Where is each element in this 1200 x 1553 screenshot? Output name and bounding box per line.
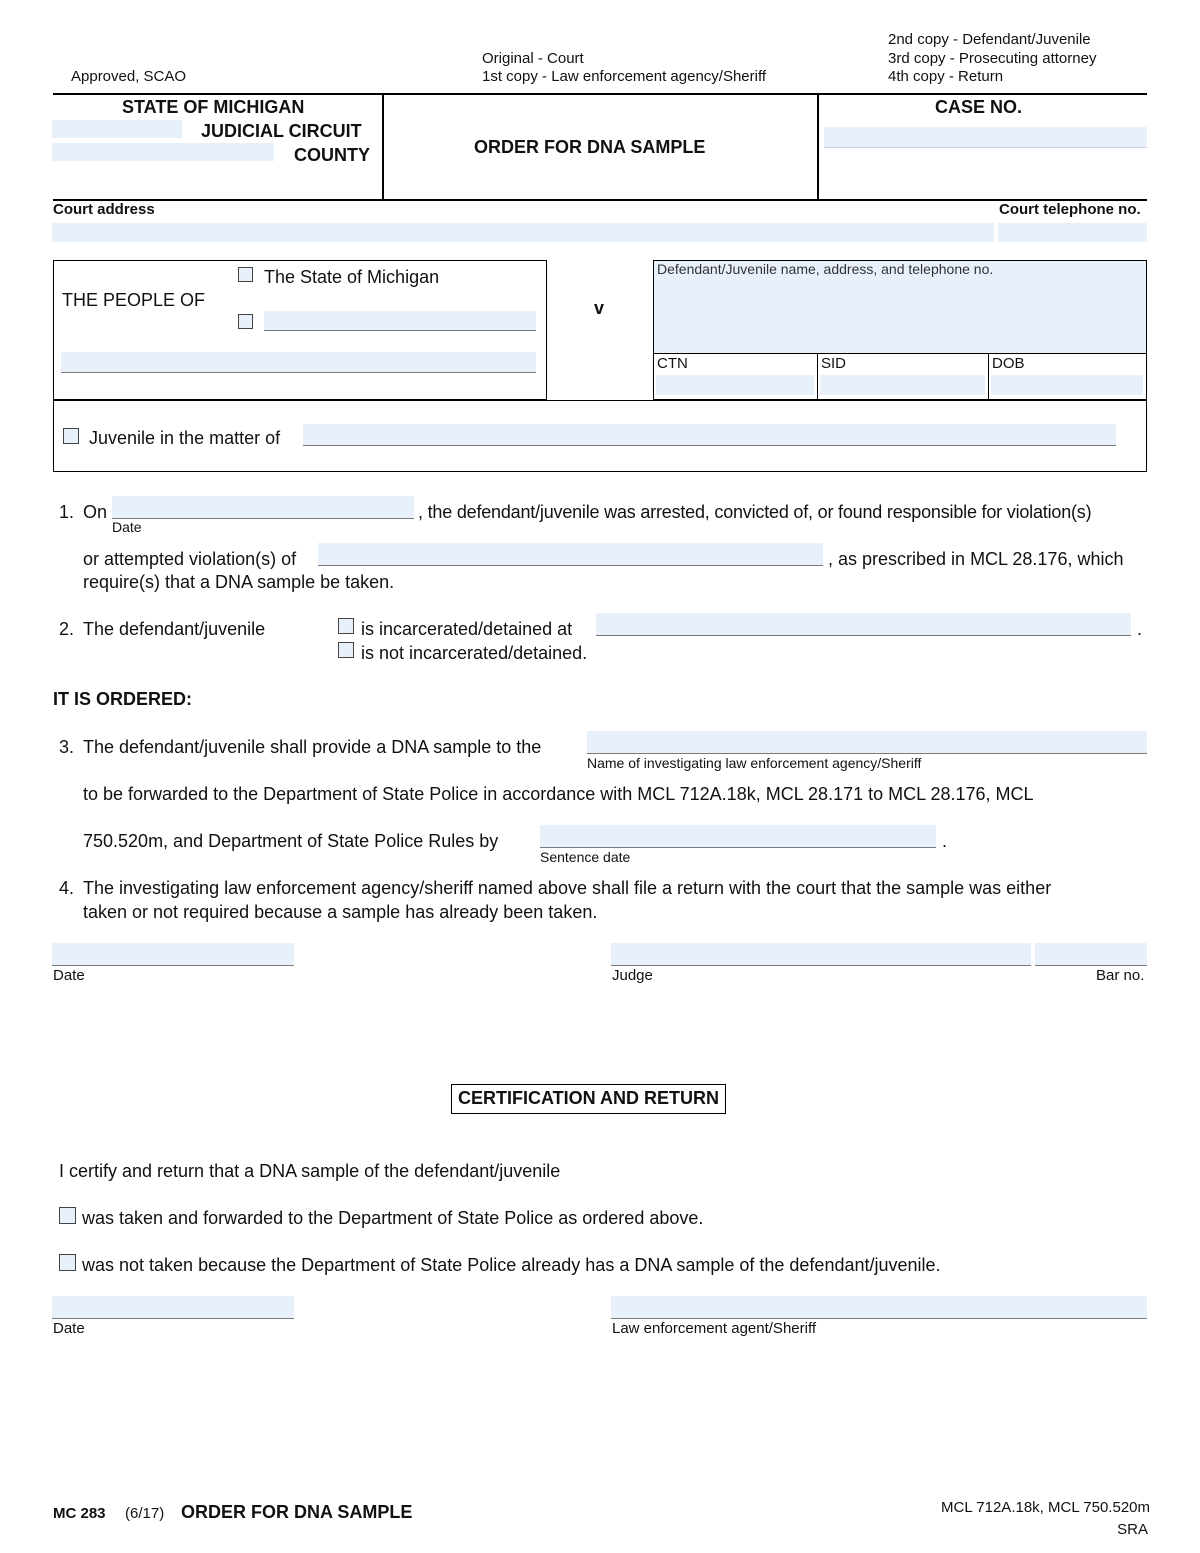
juvenile-name-field[interactable]: [303, 424, 1116, 446]
item-3-text-b: to be forwarded to the Department of State Police in accordance with MCL 712A.18k, MCL 28.171 to MCL 28.176, MCL: [83, 784, 1034, 804]
people-of-label: THE PEOPLE OF: [62, 290, 206, 310]
copy-original-label: Original - Court: [482, 50, 584, 67]
item-3-text-c: 750.520m, and Department of State Police Rules by: [83, 831, 499, 851]
dob-field[interactable]: [991, 375, 1143, 395]
court-box-top-rule: [53, 93, 1147, 95]
court-box-divider-left: [382, 94, 384, 200]
case-no-field[interactable]: [824, 127, 1147, 148]
footer-code: SRA: [1117, 1521, 1148, 1538]
copy-fourth-label: 4th copy - Return: [888, 68, 1004, 85]
court-box-divider-right: [817, 94, 819, 200]
judicial-circuit-field[interactable]: [52, 120, 182, 138]
certification-title: CERTIFICATION AND RETURN: [451, 1084, 726, 1114]
state-of-michigan-checkbox[interactable]: [238, 267, 253, 282]
agent-label: Law enforcement agent/Sheriff: [612, 1320, 817, 1337]
defendant-info-label: Defendant/Juvenile name, address, and telephone no.: [657, 261, 994, 277]
juvenile-box-top-rule: [53, 400, 1147, 401]
order-date-label: Date: [53, 967, 85, 984]
violation-date-label: Date: [112, 519, 142, 535]
form-number: MC 283: [53, 1505, 106, 1522]
item-3-number: 3.: [59, 737, 75, 757]
form-revision: (6/17): [125, 1505, 165, 1522]
state-of-michigan-option-label: The State of Michigan: [264, 267, 440, 287]
court-address-label: Court address: [53, 201, 155, 218]
bar-no-label: Bar no.: [1096, 967, 1145, 984]
court-address-field[interactable]: [52, 223, 994, 242]
court-telephone-field[interactable]: [998, 223, 1147, 242]
footer-title: ORDER FOR DNA SAMPLE: [181, 1502, 413, 1522]
court-telephone-label: Court telephone no.: [999, 201, 1141, 218]
agency-name-label: Name of investigating law enforcement agency/Sheriff: [587, 755, 922, 771]
copy-second-label: 2nd copy - Defendant/Juvenile: [888, 31, 1091, 48]
versus-label: v: [594, 298, 605, 318]
sample-not-taken-label: was not taken because the Department of State Police already has a DNA sample of the defendant/juvenile.: [82, 1255, 941, 1275]
sample-taken-checkbox[interactable]: [59, 1207, 76, 1224]
dob-label: DOB: [992, 355, 1025, 372]
sid-label: SID: [821, 355, 847, 372]
sample-not-taken-checkbox[interactable]: [59, 1254, 76, 1271]
sentence-date-label: Sentence date: [540, 849, 631, 865]
incarcerated-label: is incarcerated/detained at: [361, 619, 573, 639]
ctn-field[interactable]: [656, 375, 814, 395]
county-field[interactable]: [52, 143, 274, 161]
return-date-field[interactable]: [52, 1296, 294, 1319]
certification-intro: I certify and return that a DNA sample of the defendant/juvenile: [59, 1161, 561, 1181]
sid-dob-divider: [988, 353, 989, 400]
item-2-number: 2.: [59, 619, 75, 639]
item-1-text-d: require(s) that a DNA sample be taken.: [83, 572, 395, 592]
state-of-michigan-label: STATE OF MICHIGAN: [122, 97, 305, 117]
item-1-text-a: , the defendant/juvenile was arrested, convicted of, or found responsible for violation(s): [418, 502, 1092, 522]
plaintiff-extra-field[interactable]: [61, 352, 536, 373]
case-no-label: CASE NO.: [935, 97, 1023, 117]
ctn-sid-divider: [817, 353, 818, 400]
return-date-label: Date: [53, 1320, 85, 1337]
approved-label: Approved, SCAO: [71, 68, 187, 85]
item-2-text: The defendant/juvenile: [83, 619, 266, 639]
judge-signature-field[interactable]: [611, 943, 1031, 966]
item-4-text-b: taken or not required because a sample has already been taken.: [83, 902, 598, 922]
item-2-period: .: [1137, 619, 1143, 639]
other-plaintiff-checkbox[interactable]: [238, 314, 253, 329]
item-1-text-c: , as prescribed in MCL 28.176, which: [828, 549, 1124, 569]
ctn-label: CTN: [657, 355, 688, 372]
judge-label: Judge: [612, 967, 653, 984]
sentence-date-field[interactable]: [540, 825, 936, 848]
item-3-text-a: The defendant/juvenile shall provide a DNA sample to the: [83, 737, 542, 757]
order-date-field[interactable]: [52, 943, 294, 966]
incarcerated-checkbox[interactable]: [338, 618, 354, 634]
other-plaintiff-field[interactable]: [264, 311, 536, 331]
item-4-text-a: The investigating law enforcement agency/sheriff named above shall file a return with the court that the sample was either: [83, 878, 1052, 898]
not-incarcerated-label: is not incarcerated/detained.: [361, 643, 588, 663]
not-incarcerated-checkbox[interactable]: [338, 642, 354, 658]
juvenile-checkbox[interactable]: [63, 428, 79, 444]
violation-description-field[interactable]: [318, 543, 823, 566]
juvenile-label: Juvenile in the matter of: [89, 428, 281, 448]
sid-field[interactable]: [820, 375, 985, 395]
it-is-ordered-heading: IT IS ORDERED:: [53, 689, 193, 709]
defendant-box-divider: [654, 353, 1146, 354]
item-4-number: 4.: [59, 878, 75, 898]
copy-first-label: 1st copy - Law enforcement agency/Sheriff: [482, 68, 767, 85]
item-1-number: 1.: [59, 502, 75, 522]
form-title: ORDER FOR DNA SAMPLE: [474, 137, 706, 157]
court-box-bottom-rule: [53, 199, 1147, 201]
agency-name-field[interactable]: [587, 731, 1147, 754]
violation-date-field[interactable]: [112, 496, 414, 519]
agent-signature-field[interactable]: [611, 1296, 1147, 1319]
sample-taken-label: was taken and forwarded to the Department of State Police as ordered above.: [82, 1208, 704, 1228]
footer-statutes: MCL 712A.18k, MCL 750.520m: [941, 1499, 1150, 1516]
copy-third-label: 3rd copy - Prosecuting attorney: [888, 50, 1097, 67]
county-label: COUNTY: [294, 145, 370, 165]
item-1-text-b: or attempted violation(s) of: [83, 549, 297, 569]
detention-location-field[interactable]: [596, 613, 1131, 636]
item-3-period: .: [942, 831, 948, 851]
item-1-on: On: [83, 502, 108, 522]
judicial-circuit-label: JUDICIAL CIRCUIT: [201, 121, 362, 141]
bar-no-field[interactable]: [1035, 943, 1147, 966]
